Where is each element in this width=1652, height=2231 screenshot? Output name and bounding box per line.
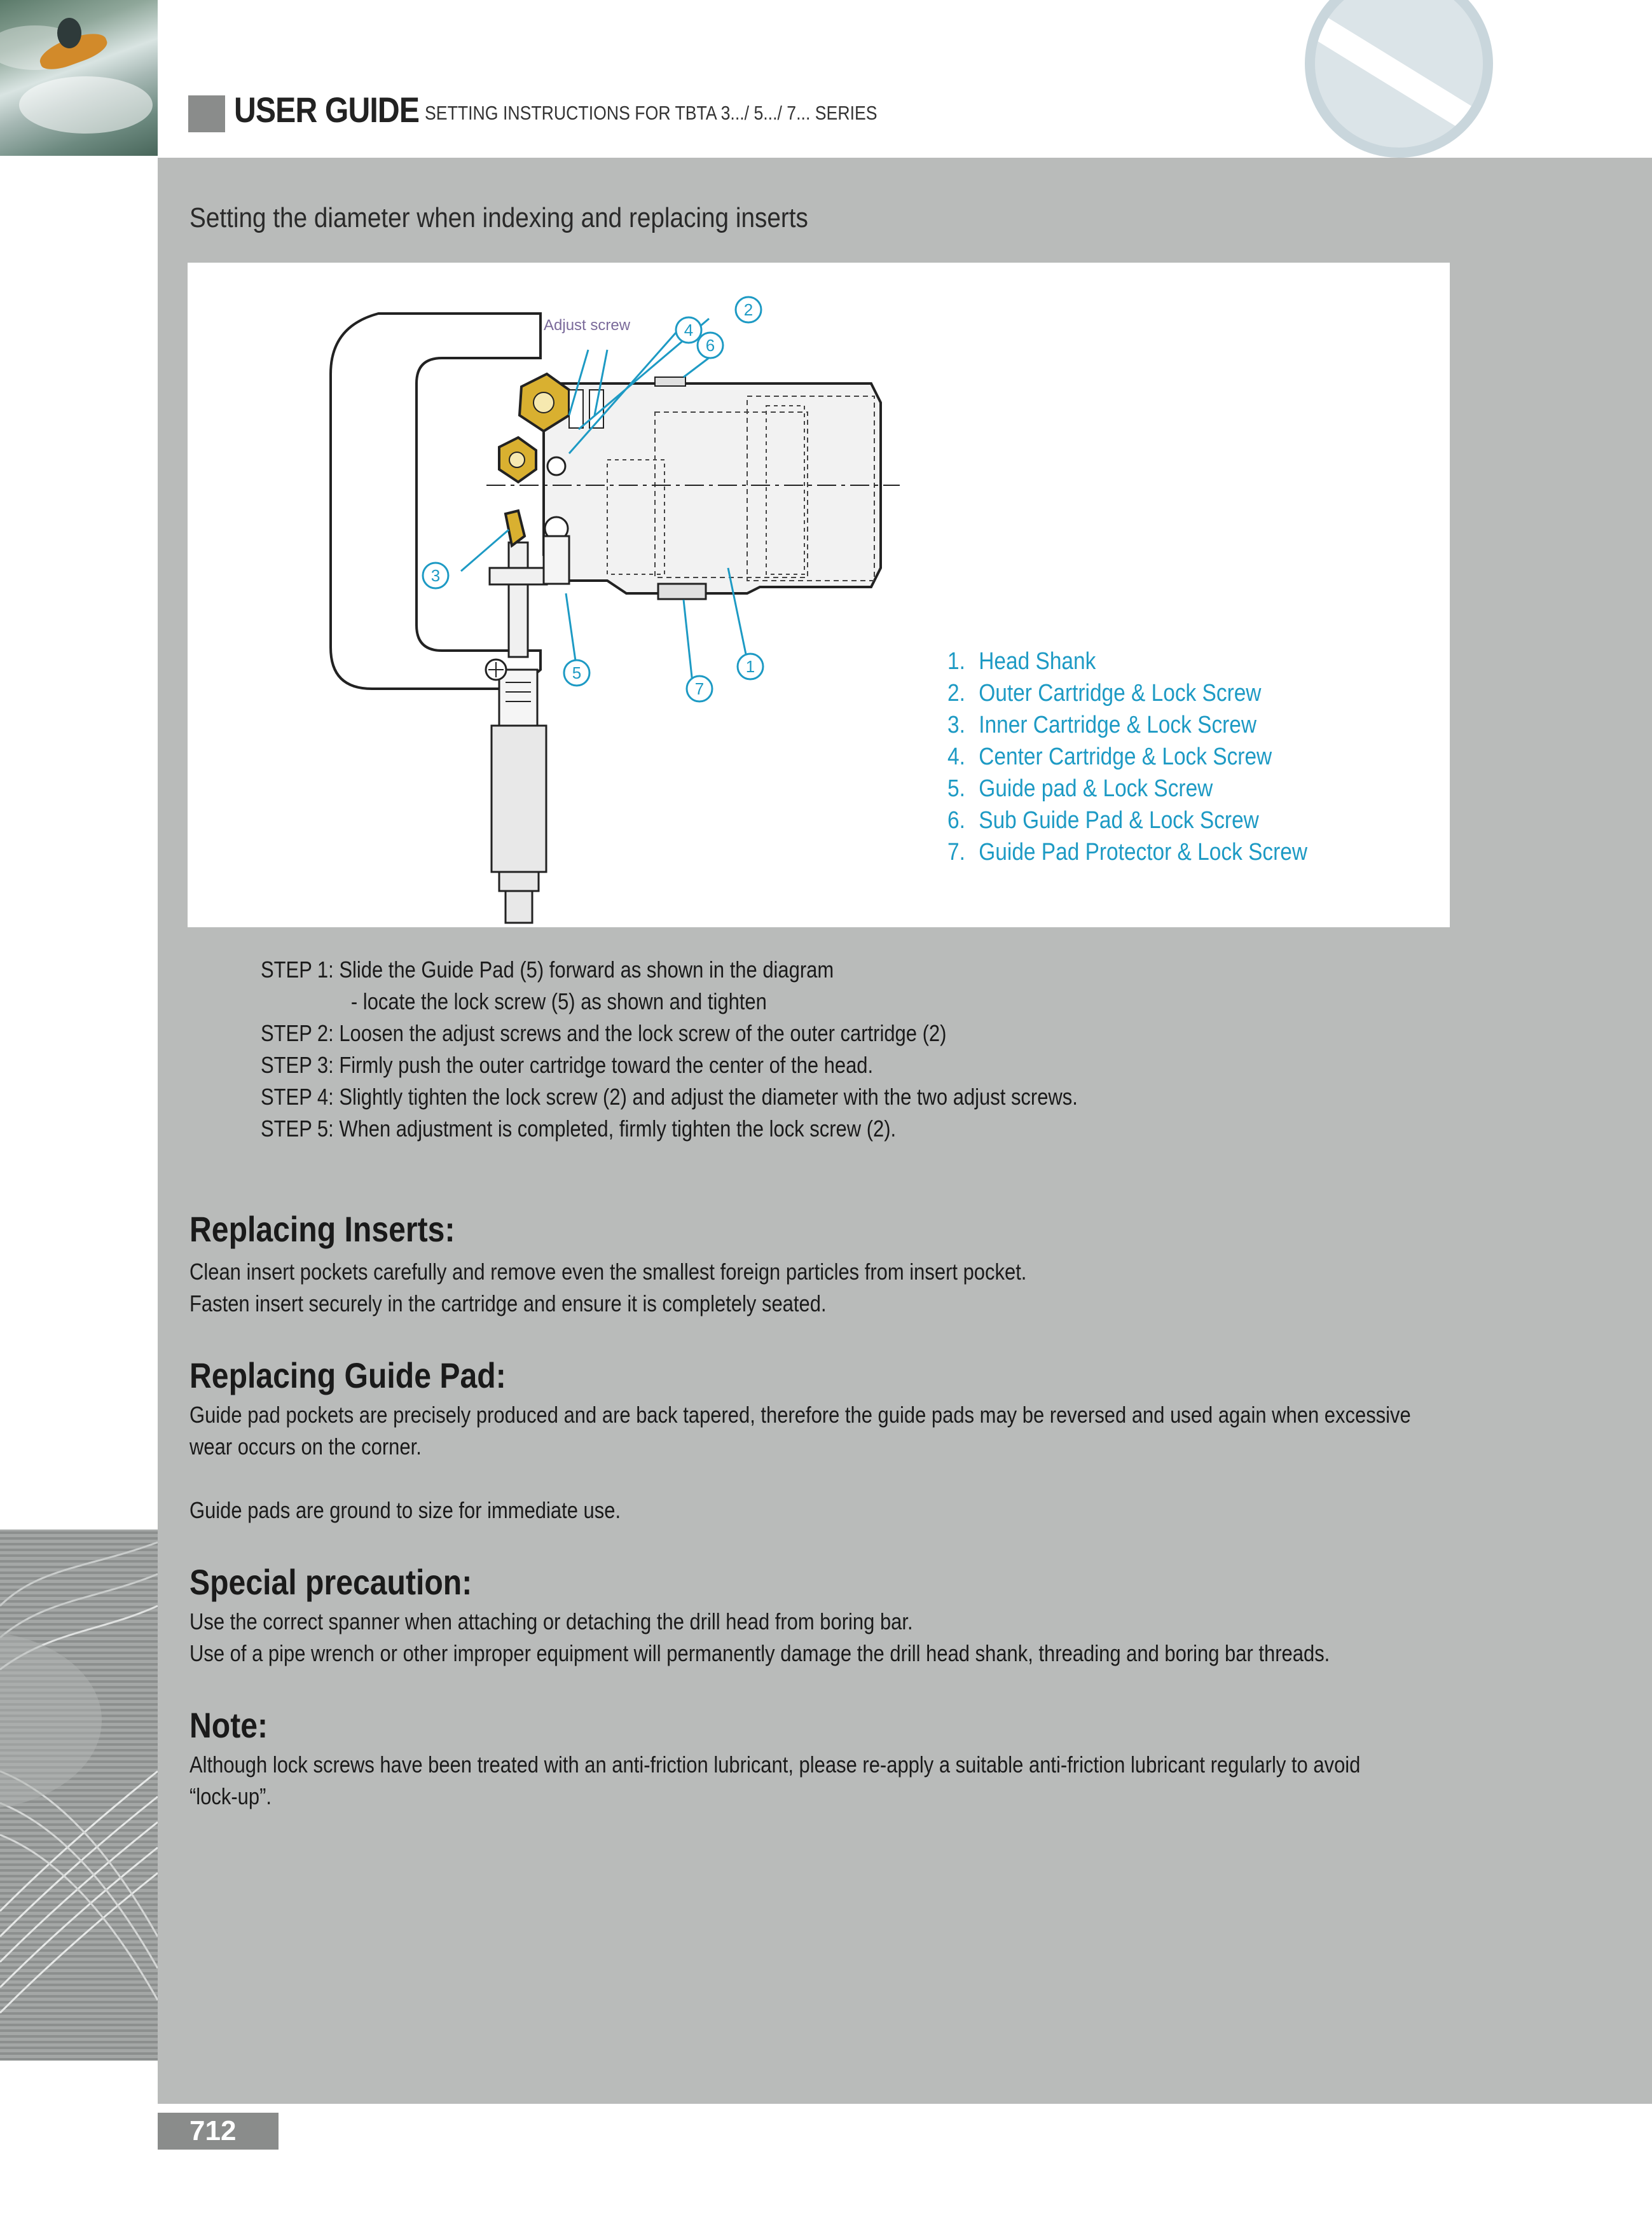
guide-pad [544,536,569,584]
inner-cartridge-insert [506,511,525,546]
legend-item: 2. Outer Cartridge & Lock Screw [947,680,1262,707]
header-subtitle: SETTING INSTRUCTIONS FOR TBTA 3.../ 5.../ 7... SERIES [425,102,878,124]
replacing-guide-pad-text: Guide pad pockets are precisely produced and are back tapered, therefore the guide pads may be reversed and used again when excessive wear occurs on the corner. Guide pads are ground to size for immediate use. [189,1402,1411,1523]
special-precaution-heading: Special precaution: [189,1562,472,1602]
legend-item: 7. Guide Pad Protector & Lock Screw [947,839,1307,866]
callout-1: 1 [745,657,755,676]
decorative-wave-graphic [0,1530,158,2061]
special-precaution-text: Use the correct spanner when attaching or detaching the drill head from boring bar. Use of a pipe wrench or other improper equipment will permanently damage the drill head shank, threading and boring bar threads. [189,1608,1330,1666]
callout-5: 5 [572,663,582,682]
replacing-inserts-text: Clean insert pockets carefully and remove even the smallest foreign particles from insert pocket. Fasten insert securely in the cartridge and ensure it is completely seated. [189,1259,1027,1316]
step-4: STEP 4: Slightly tighten the lock screw (2) and adjust the diameter with the two adjust screws. [261,1084,1078,1110]
callout-4: 4 [684,321,694,340]
setting-steps [261,954,1211,1145]
step-3: STEP 3: Firmly push the outer cartridge toward the center of the head. [261,1052,874,1078]
guide-pad-protector [658,584,706,599]
header-title: USER GUIDE [234,90,420,130]
note-heading: Note: [189,1705,268,1745]
legend-item: 3. Inner Cartridge & Lock Screw [947,712,1257,738]
diagram-legend [947,646,1356,868]
step-2: STEP 2: Loosen the adjust screws and the lock screw of the outer cartridge (2) [261,1020,947,1046]
legend-item: 4. Center Cartridge & Lock Screw [947,743,1272,770]
kayak-photo [0,0,158,156]
page-number: 712 [189,2115,237,2146]
step-1-sub: - locate the lock screw (5) as shown and tighten [350,988,767,1014]
legend-item: 5. Guide pad & Lock Screw [947,775,1213,802]
callout-3: 3 [430,566,441,585]
header-square [188,95,225,132]
replacing-guide-pad-heading: Replacing Guide Pad: [189,1355,506,1395]
note-text: Although lock screws have been treated with an anti-friction lubricant, please re-apply a suitable anti-friction lubricant regularly to avoid “lock-up”. [189,1751,1361,1809]
legend-item: 6. Sub Guide Pad & Lock Screw [947,807,1259,834]
adjust-screw-label: Adjust screw [544,317,631,334]
callout-2: 2 [743,300,754,319]
callout-7: 7 [694,679,705,698]
logo-mark [1291,0,1507,158]
step-1: STEP 1: Slide the Guide Pad (5) forward as shown in the diagram [261,957,834,983]
section-heading: Setting the diameter when indexing and replacing inserts [189,202,808,233]
gauge-spindle [509,542,528,657]
replacing-inserts-heading: Replacing Inserts: [189,1209,455,1249]
micrometer-thimble [492,726,546,872]
step-5: STEP 5: When adjustment is completed, firmly tighten the lock screw (2). [261,1116,897,1142]
legend-item: 1. Head Shank [947,648,1096,675]
callout-6: 6 [705,336,715,355]
